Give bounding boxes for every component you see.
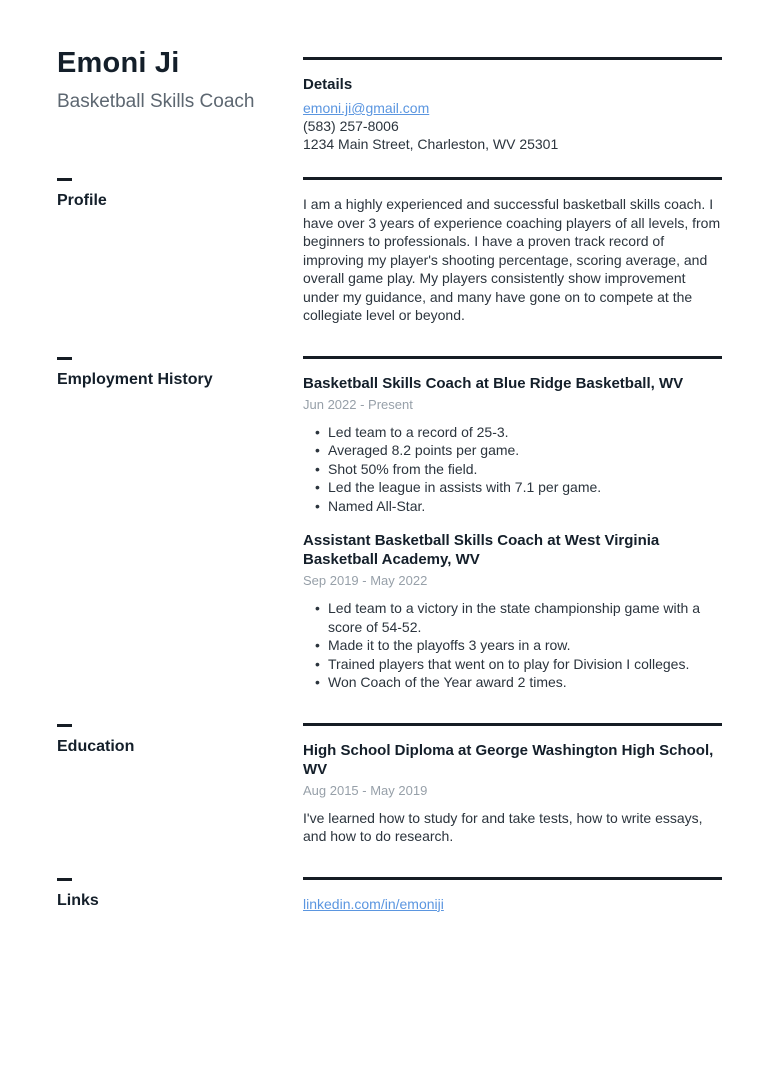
links-heading: Links	[57, 891, 99, 909]
job-bullet: • Trained players that went on to play for Division I colleges.	[328, 655, 722, 674]
person-job-title: Basketball Skills Coach	[57, 91, 255, 112]
job-bullet: • Averaged 8.2 points per game.	[328, 441, 722, 460]
job-entry	[303, 374, 722, 516]
profile-content	[303, 177, 722, 325]
job-bullet: • Shot 50% from the field.	[328, 460, 722, 479]
education-dates: Aug 2015 - May 2019	[303, 782, 428, 798]
section-dash	[57, 357, 72, 360]
profile-text: I am a highly experienced and successful basketball skills coach. I have over 3 years of experience coaching players of all levels, from beginners to professionals. I have a proven track record of improving my player's shooting percentage, scoring average, and overall game play. My players consistently show improvement under my guidance, and many have gone on to compete at the collegiate level or beyond.	[303, 196, 721, 323]
employment-section	[57, 356, 722, 692]
email-link[interactable]: emoni.ji@gmail.com	[303, 100, 430, 116]
phone-line: (583) 257-8006	[303, 118, 399, 134]
job-bullet: • Named All-Star.	[328, 497, 722, 516]
job-title: Assistant Basketball Skills Coach at West Virginia Basketball Academy, WV	[303, 532, 660, 568]
section-dash	[57, 178, 72, 181]
details-block	[303, 57, 722, 153]
email-line	[303, 99, 722, 117]
header-identity	[57, 46, 303, 153]
person-name: Emoni Ji	[57, 47, 180, 79]
employment-heading: Employment History	[57, 370, 213, 388]
links-section	[57, 877, 722, 913]
job-entry	[303, 531, 722, 692]
education-heading: Education	[57, 737, 135, 755]
education-content	[303, 723, 722, 846]
section-dash	[57, 878, 72, 881]
employment-header	[57, 356, 303, 692]
job-dates: Sep 2019 - May 2022	[303, 573, 428, 588]
job-bullets	[303, 423, 722, 516]
address-line: 1234 Main Street, Charleston, WV 25301	[303, 136, 559, 152]
link-line	[303, 895, 722, 913]
links-content	[303, 877, 722, 913]
job-bullet: • Led team to a record of 25-3.	[328, 423, 722, 442]
job-title: Basketball Skills Coach at Blue Ridge Basketball, WV	[303, 374, 684, 392]
education-section	[57, 723, 722, 846]
job-bullets	[303, 599, 722, 692]
job-dates: Jun 2022 - Present	[303, 396, 413, 412]
job-bullet: • Led the league in assists with 7.1 per game.	[328, 478, 722, 497]
education-header	[57, 723, 303, 846]
links-header	[57, 877, 303, 913]
section-dash	[57, 724, 72, 727]
job-bullet: • Made it to the playoffs 3 years in a row.	[328, 636, 722, 655]
profile-section	[57, 177, 722, 325]
profile-header	[57, 177, 303, 325]
details-heading: Details	[303, 76, 353, 93]
job-bullet: • Led team to a victory in the state championship game with a score of 54-52.	[328, 599, 722, 636]
education-description: I've learned how to study for and take tests, how to write essays, and how to do research.	[303, 809, 703, 844]
header-section	[57, 46, 722, 153]
linkedin-link[interactable]: linkedin.com/in/emoniji	[303, 895, 444, 912]
profile-heading: Profile	[57, 192, 107, 209]
employment-content	[303, 356, 722, 692]
education-degree: High School Diploma at George Washington High School, WV	[303, 741, 714, 778]
job-bullet: • Won Coach of the Year award 2 times.	[328, 673, 722, 692]
